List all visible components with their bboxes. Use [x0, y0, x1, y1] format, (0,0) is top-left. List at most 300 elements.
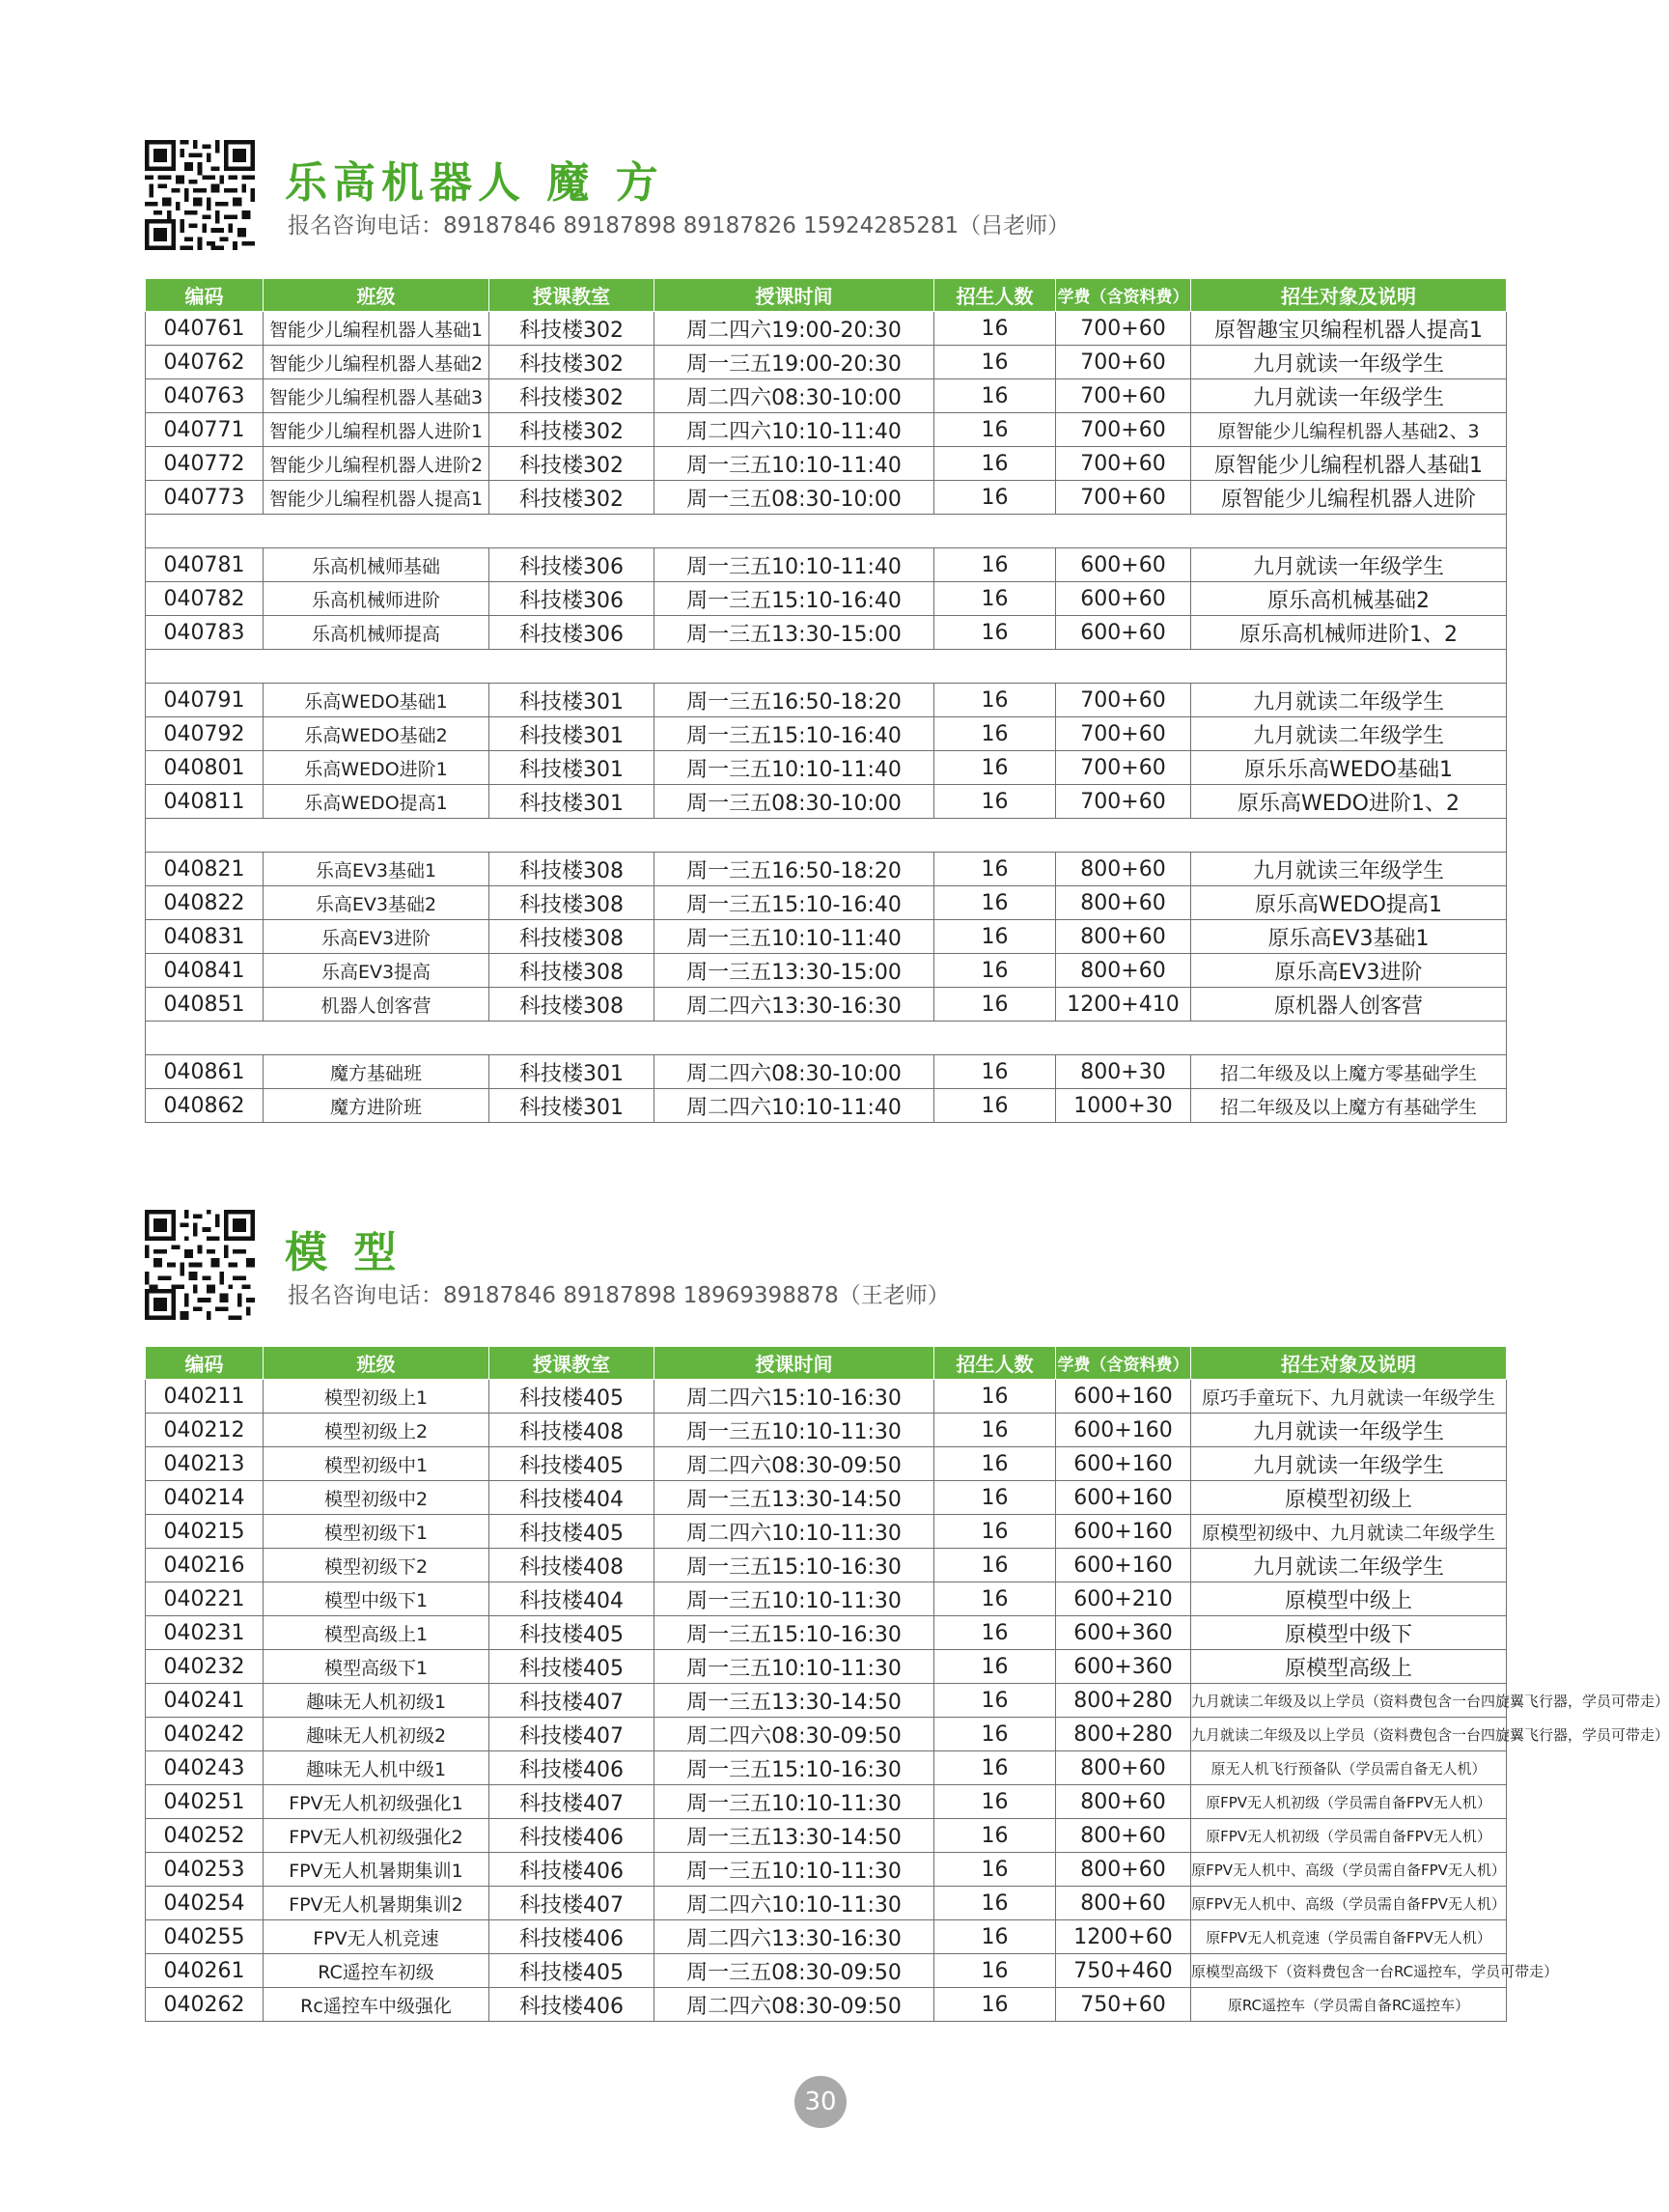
cell-fee: 800+280: [1056, 1684, 1191, 1718]
spacer-cell: [146, 650, 264, 684]
cell-class: 模型高级上1: [264, 1616, 489, 1650]
cell-class: 模型初级下1: [264, 1515, 489, 1549]
cell-time: 周一三五16:50-18:20: [654, 853, 934, 886]
cell-room: 科技楼407: [489, 1785, 654, 1819]
spacer-row: [146, 515, 1507, 548]
course-table-lego: [145, 278, 1507, 1123]
cell-time: 周一三五10:10-11:30: [654, 1582, 934, 1616]
cell-target: 九月就读二年级及以上学员（资料费包含一台四旋翼飞行器，学员可带走）: [1191, 1684, 1507, 1718]
cell-quota: 16: [934, 1751, 1056, 1785]
cell-class: Rc遥控车中级强化: [264, 1988, 489, 2022]
cell-time: 周一三五10:10-11:40: [654, 920, 934, 954]
cell-room: 科技楼408: [489, 1414, 654, 1447]
spacer-cell: [489, 1022, 654, 1055]
cell-target: 原RC遥控车（学员需自备RC遥控车）: [1191, 1988, 1507, 2022]
cell-fee: 1200+410: [1056, 988, 1191, 1022]
table-row: [146, 1718, 1507, 1751]
cell-room: 科技楼301: [489, 1055, 654, 1089]
col-class-header: 班级: [264, 1347, 489, 1380]
cell-fee: 600+160: [1056, 1380, 1191, 1414]
cell-quota: 16: [934, 1481, 1056, 1515]
cell-code: 040841: [146, 954, 264, 988]
cell-code: 040211: [146, 1380, 264, 1414]
cell-target: 原FPV无人机中、高级（学员需自备FPV无人机）: [1191, 1853, 1507, 1887]
cell-fee: 800+60: [1056, 1853, 1191, 1887]
cell-code: 040253: [146, 1853, 264, 1887]
cell-quota: 16: [934, 1582, 1056, 1616]
cell-room: 科技楼301: [489, 717, 654, 751]
section-phone: 报名咨询电话：89187846 89187898 89187826 15924285281（吕老师）: [288, 213, 1071, 238]
cell-class: 智能少儿编程机器人基础3: [264, 379, 489, 413]
col-fee-header: 学费（含资料费）: [1056, 279, 1191, 312]
spacer-cell: [264, 515, 489, 548]
cell-class: 乐高机械师基础: [264, 548, 489, 582]
cell-quota: 16: [934, 1447, 1056, 1481]
cell-class: FPV无人机暑期集训1: [264, 1853, 489, 1887]
cell-class: 智能少儿编程机器人基础2: [264, 346, 489, 379]
cell-room: 科技楼407: [489, 1887, 654, 1920]
cell-code: 040773: [146, 481, 264, 515]
spacer-cell: [489, 819, 654, 853]
cell-code: 040762: [146, 346, 264, 379]
cell-time: 周一三五10:10-11:40: [654, 751, 934, 785]
cell-target: 原乐高WEDO进阶1、2: [1191, 785, 1507, 819]
table-row: [146, 1055, 1507, 1089]
cell-code: 040801: [146, 751, 264, 785]
cell-room: 科技楼405: [489, 1447, 654, 1481]
table-row: [146, 1414, 1507, 1447]
cell-code: 040861: [146, 1055, 264, 1089]
cell-target: 九月就读一年级学生: [1191, 1447, 1507, 1481]
table-row: [146, 1616, 1507, 1650]
cell-time: 周二四六10:10-11:30: [654, 1887, 934, 1920]
cell-room: 科技楼405: [489, 1954, 654, 1988]
table-row: [146, 1887, 1507, 1920]
cell-code: 040241: [146, 1684, 264, 1718]
cell-code: 040212: [146, 1414, 264, 1447]
cell-quota: 16: [934, 988, 1056, 1022]
cell-time: 周二四六08:30-09:50: [654, 1718, 934, 1751]
cell-quota: 16: [934, 346, 1056, 379]
spacer-cell: [934, 1022, 1056, 1055]
cell-time: 周一三五15:10-16:30: [654, 1616, 934, 1650]
cell-class: 智能少儿编程机器人提高1: [264, 481, 489, 515]
cell-code: 040771: [146, 413, 264, 447]
cell-fee: 700+60: [1056, 413, 1191, 447]
col-fee-header: 学费（含资料费）: [1056, 1347, 1191, 1380]
cell-target: 招二年级及以上魔方有基础学生: [1191, 1089, 1507, 1123]
cell-class: 乐高EV3基础2: [264, 886, 489, 920]
cell-code: 040215: [146, 1515, 264, 1549]
spacer-cell: [1056, 515, 1191, 548]
table-row: [146, 379, 1507, 413]
cell-time: 周一三五10:10-11:30: [654, 1650, 934, 1684]
cell-target: 原FPV无人机初级（学员需自备FPV无人机）: [1191, 1785, 1507, 1819]
table-row: [146, 886, 1507, 920]
col-time-header: 授课时间: [654, 279, 934, 312]
cell-quota: 16: [934, 413, 1056, 447]
spacer-cell: [934, 515, 1056, 548]
cell-code: 040772: [146, 447, 264, 481]
table-row: [146, 751, 1507, 785]
table-row: [146, 616, 1507, 650]
cell-fee: 600+160: [1056, 1447, 1191, 1481]
cell-class: 乐高WEDO基础2: [264, 717, 489, 751]
cell-target: 原无人机飞行预备队（学员需自备无人机）: [1191, 1751, 1507, 1785]
cell-quota: 16: [934, 785, 1056, 819]
cell-time: 周一三五13:30-15:00: [654, 616, 934, 650]
spacer-cell: [934, 819, 1056, 853]
cell-time: 周二四六10:10-11:40: [654, 413, 934, 447]
cell-time: 周二四六13:30-16:30: [654, 988, 934, 1022]
cell-fee: 700+60: [1056, 447, 1191, 481]
cell-fee: 1200+60: [1056, 1920, 1191, 1954]
cell-fee: 800+60: [1056, 954, 1191, 988]
spacer-cell: [146, 1022, 264, 1055]
cell-target: 原乐高机械师进阶1、2: [1191, 616, 1507, 650]
cell-room: 科技楼405: [489, 1515, 654, 1549]
cell-class: FPV无人机暑期集训2: [264, 1887, 489, 1920]
cell-target: 招二年级及以上魔方零基础学生: [1191, 1055, 1507, 1089]
cell-fee: 750+60: [1056, 1988, 1191, 2022]
section-title: 模 型: [285, 1228, 403, 1277]
cell-code: 040232: [146, 1650, 264, 1684]
cell-fee: 600+160: [1056, 1515, 1191, 1549]
cell-quota: 16: [934, 1089, 1056, 1123]
cell-time: 周二四六08:30-09:50: [654, 1988, 934, 2022]
cell-time: 周一三五10:10-11:40: [654, 447, 934, 481]
cell-fee: 1000+30: [1056, 1089, 1191, 1123]
cell-target: 九月就读二年级学生: [1191, 717, 1507, 751]
cell-time: 周一三五13:30-14:50: [654, 1481, 934, 1515]
cell-room: 科技楼308: [489, 920, 654, 954]
table-row: [146, 1988, 1507, 2022]
spacer-cell: [264, 650, 489, 684]
cell-fee: 600+160: [1056, 1414, 1191, 1447]
cell-fee: 600+160: [1056, 1481, 1191, 1515]
cell-quota: 16: [934, 1954, 1056, 1988]
table-row: [146, 1751, 1507, 1785]
cell-room: 科技楼405: [489, 1380, 654, 1414]
cell-room: 科技楼308: [489, 853, 654, 886]
spacer-cell: [934, 650, 1056, 684]
cell-target: 原乐高机械基础2: [1191, 582, 1507, 616]
cell-target: 九月就读一年级学生: [1191, 379, 1507, 413]
cell-class: 乐高EV3基础1: [264, 853, 489, 886]
cell-class: 模型初级上1: [264, 1380, 489, 1414]
col-target-header: 招生对象及说明: [1191, 1347, 1507, 1380]
table-row: [146, 1785, 1507, 1819]
cell-room: 科技楼406: [489, 1853, 654, 1887]
spacer-cell: [264, 1022, 489, 1055]
cell-code: 040791: [146, 684, 264, 717]
cell-time: 周一三五10:10-11:30: [654, 1853, 934, 1887]
table-row: [146, 988, 1507, 1022]
cell-fee: 800+60: [1056, 920, 1191, 954]
table-header-row: [146, 1347, 1507, 1380]
cell-quota: 16: [934, 582, 1056, 616]
cell-quota: 16: [934, 1549, 1056, 1582]
cell-fee: 700+60: [1056, 346, 1191, 379]
cell-target: 原模型高级下（资料费包含一台RC遥控车，学员可带走）: [1191, 1954, 1507, 1988]
cell-target: 原乐高WEDO提高1: [1191, 886, 1507, 920]
table-row: [146, 920, 1507, 954]
table-row: [146, 1853, 1507, 1887]
cell-fee: 600+60: [1056, 582, 1191, 616]
cell-fee: 700+60: [1056, 312, 1191, 346]
page-number: 30: [794, 2076, 847, 2128]
spacer-row: [146, 1022, 1507, 1055]
cell-class: 智能少儿编程机器人基础1: [264, 312, 489, 346]
cell-code: 040781: [146, 548, 264, 582]
cell-room: 科技楼406: [489, 1751, 654, 1785]
cell-target: 原模型中级上: [1191, 1582, 1507, 1616]
cell-time: 周一三五10:10-11:30: [654, 1414, 934, 1447]
cell-fee: 700+60: [1056, 785, 1191, 819]
cell-quota: 16: [934, 1920, 1056, 1954]
cell-room: 科技楼308: [489, 954, 654, 988]
section-title: 乐高机器人 魔 方: [285, 158, 664, 208]
spacer-cell: [654, 515, 934, 548]
cell-time: 周二四六13:30-16:30: [654, 1920, 934, 1954]
cell-class: 趣味无人机中级1: [264, 1751, 489, 1785]
qr-code-icon: [145, 1210, 255, 1320]
table-row: [146, 1515, 1507, 1549]
cell-class: 模型中级下1: [264, 1582, 489, 1616]
cell-class: FPV无人机初级强化2: [264, 1819, 489, 1853]
spacer-cell: [654, 819, 934, 853]
cell-target: 原模型中级下: [1191, 1616, 1507, 1650]
spacer-row: [146, 650, 1507, 684]
spacer-row: [146, 819, 1507, 853]
spacer-cell: [654, 650, 934, 684]
cell-target: 原模型初级中、九月就读二年级学生: [1191, 1515, 1507, 1549]
cell-fee: 800+280: [1056, 1718, 1191, 1751]
cell-class: 乐高WEDO提高1: [264, 785, 489, 819]
cell-time: 周一三五15:10-16:40: [654, 717, 934, 751]
cell-quota: 16: [934, 1684, 1056, 1718]
cell-target: 原机器人创客营: [1191, 988, 1507, 1022]
cell-time: 周一三五13:30-15:00: [654, 954, 934, 988]
cell-target: 原智能少儿编程机器人基础1: [1191, 447, 1507, 481]
cell-code: 040783: [146, 616, 264, 650]
cell-room: 科技楼302: [489, 413, 654, 447]
cell-class: 机器人创客营: [264, 988, 489, 1022]
col-quota-header: 招生人数: [934, 1347, 1056, 1380]
table-row: [146, 853, 1507, 886]
table-row: [146, 1089, 1507, 1123]
cell-class: 乐高机械师提高: [264, 616, 489, 650]
cell-class: FPV无人机初级强化1: [264, 1785, 489, 1819]
cell-class: 模型初级上2: [264, 1414, 489, 1447]
cell-time: 周一三五15:10-16:40: [654, 582, 934, 616]
table-row: [146, 1920, 1507, 1954]
cell-class: RC遥控车初级: [264, 1954, 489, 1988]
cell-code: 040221: [146, 1582, 264, 1616]
cell-code: 040252: [146, 1819, 264, 1853]
cell-time: 周一三五08:30-10:00: [654, 481, 934, 515]
table-row: [146, 1447, 1507, 1481]
cell-target: 原智趣宝贝编程机器人提高1: [1191, 312, 1507, 346]
table-row: [146, 717, 1507, 751]
cell-room: 科技楼406: [489, 1819, 654, 1853]
cell-quota: 16: [934, 1616, 1056, 1650]
cell-class: 智能少儿编程机器人进阶2: [264, 447, 489, 481]
cell-code: 040243: [146, 1751, 264, 1785]
table-row: [146, 582, 1507, 616]
cell-quota: 16: [934, 616, 1056, 650]
cell-time: 周一三五08:30-10:00: [654, 785, 934, 819]
section-header-model: [145, 1210, 1506, 1326]
cell-target: 九月就读一年级学生: [1191, 346, 1507, 379]
course-table-model: [145, 1346, 1669, 2022]
cell-fee: 800+60: [1056, 853, 1191, 886]
cell-target: 原FPV无人机中、高级（学员需自备FPV无人机）: [1191, 1887, 1507, 1920]
cell-fee: 800+60: [1056, 886, 1191, 920]
table-row: [146, 312, 1507, 346]
cell-quota: 16: [934, 447, 1056, 481]
cell-room: 科技楼407: [489, 1718, 654, 1751]
cell-room: 科技楼302: [489, 312, 654, 346]
cell-target: 原乐乐高WEDO基础1: [1191, 751, 1507, 785]
cell-room: 科技楼407: [489, 1684, 654, 1718]
col-room-header: 授课教室: [489, 1347, 654, 1380]
cell-quota: 16: [934, 379, 1056, 413]
cell-target: 原巧手童玩下、九月就读一年级学生: [1191, 1380, 1507, 1414]
cell-fee: 600+210: [1056, 1582, 1191, 1616]
spacer-cell: [1191, 819, 1507, 853]
cell-quota: 16: [934, 920, 1056, 954]
cell-time: 周一三五10:10-11:40: [654, 548, 934, 582]
cell-fee: 800+60: [1056, 1887, 1191, 1920]
cell-class: 乐高EV3提高: [264, 954, 489, 988]
cell-time: 周一三五15:10-16:30: [654, 1549, 934, 1582]
cell-code: 040792: [146, 717, 264, 751]
cell-room: 科技楼302: [489, 346, 654, 379]
cell-fee: 700+60: [1056, 481, 1191, 515]
cell-target: 原乐高EV3基础1: [1191, 920, 1507, 954]
cell-class: 乐高EV3进阶: [264, 920, 489, 954]
cell-code: 040261: [146, 1954, 264, 1988]
cell-fee: 800+60: [1056, 1785, 1191, 1819]
cell-fee: 800+30: [1056, 1055, 1191, 1089]
cell-code: 040862: [146, 1089, 264, 1123]
cell-class: FPV无人机竞速: [264, 1920, 489, 1954]
cell-time: 周一三五13:30-14:50: [654, 1684, 934, 1718]
cell-code: 040216: [146, 1549, 264, 1582]
table-row: [146, 548, 1507, 582]
cell-time: 周二四六10:10-11:30: [654, 1515, 934, 1549]
cell-room: 科技楼301: [489, 751, 654, 785]
cell-class: 趣味无人机初级1: [264, 1684, 489, 1718]
cell-quota: 16: [934, 1718, 1056, 1751]
col-target-header: 招生对象及说明: [1191, 279, 1507, 312]
cell-target: 九月就读二年级学生: [1191, 684, 1507, 717]
table-row: [146, 413, 1507, 447]
cell-quota: 16: [934, 751, 1056, 785]
cell-room: 科技楼306: [489, 548, 654, 582]
cell-room: 科技楼404: [489, 1582, 654, 1616]
col-quota-header: 招生人数: [934, 279, 1056, 312]
table-row: [146, 481, 1507, 515]
cell-quota: 16: [934, 853, 1056, 886]
cell-quota: 16: [934, 548, 1056, 582]
cell-quota: 16: [934, 954, 1056, 988]
cell-quota: 16: [934, 1819, 1056, 1853]
table-row: [146, 1819, 1507, 1853]
cell-class: 智能少儿编程机器人进阶1: [264, 413, 489, 447]
cell-code: 040831: [146, 920, 264, 954]
table-row: [146, 1549, 1507, 1582]
section-header-lego: [145, 140, 1506, 256]
cell-code: 040251: [146, 1785, 264, 1819]
table-row: [146, 1954, 1507, 1988]
cell-fee: 700+60: [1056, 717, 1191, 751]
table-row: [146, 684, 1507, 717]
cell-code: 040214: [146, 1481, 264, 1515]
spacer-cell: [1056, 650, 1191, 684]
cell-time: 周一三五15:10-16:30: [654, 1751, 934, 1785]
spacer-cell: [489, 515, 654, 548]
spacer-cell: [1191, 1022, 1507, 1055]
cell-target: 九月就读二年级学生: [1191, 1549, 1507, 1582]
qr-code-icon: [145, 140, 255, 250]
table-row: [146, 447, 1507, 481]
cell-fee: 600+360: [1056, 1616, 1191, 1650]
cell-quota: 16: [934, 1785, 1056, 1819]
cell-room: 科技楼302: [489, 379, 654, 413]
cell-time: 周一三五08:30-09:50: [654, 1954, 934, 1988]
cell-class: 趣味无人机初级2: [264, 1718, 489, 1751]
col-room-header: 授课教室: [489, 279, 654, 312]
cell-target: 原模型初级上: [1191, 1481, 1507, 1515]
cell-time: 周二四六08:30-10:00: [654, 1055, 934, 1089]
cell-room: 科技楼301: [489, 785, 654, 819]
cell-quota: 16: [934, 886, 1056, 920]
cell-room: 科技楼306: [489, 616, 654, 650]
cell-class: 模型初级下2: [264, 1549, 489, 1582]
table-row: [146, 346, 1507, 379]
cell-target: 九月就读一年级学生: [1191, 548, 1507, 582]
cell-time: 周二四六10:10-11:40: [654, 1089, 934, 1123]
cell-target: 原FPV无人机初级（学员需自备FPV无人机）: [1191, 1819, 1507, 1853]
cell-code: 040262: [146, 1988, 264, 2022]
cell-room: 科技楼408: [489, 1549, 654, 1582]
cell-quota: 16: [934, 1515, 1056, 1549]
cell-quota: 16: [934, 1650, 1056, 1684]
cell-class: 模型高级下1: [264, 1650, 489, 1684]
col-code-header: 编码: [146, 1347, 264, 1380]
cell-code: 040821: [146, 853, 264, 886]
cell-class: 乐高WEDO基础1: [264, 684, 489, 717]
spacer-cell: [1056, 1022, 1191, 1055]
cell-fee: 600+60: [1056, 616, 1191, 650]
cell-room: 科技楼302: [489, 447, 654, 481]
table-row: [146, 1684, 1507, 1718]
cell-time: 周一三五13:30-14:50: [654, 1819, 934, 1853]
cell-fee: 600+360: [1056, 1650, 1191, 1684]
cell-time: 周一三五10:10-11:30: [654, 1785, 934, 1819]
cell-target: 九月就读二年级及以上学员（资料费包含一台四旋翼飞行器，学员可带走）: [1191, 1718, 1507, 1751]
cell-code: 040782: [146, 582, 264, 616]
table-row: [146, 1481, 1507, 1515]
table-row: [146, 1380, 1507, 1414]
cell-class: 乐高机械师进阶: [264, 582, 489, 616]
cell-target: 九月就读三年级学生: [1191, 853, 1507, 886]
spacer-cell: [1191, 650, 1507, 684]
spacer-cell: [1191, 515, 1507, 548]
cell-class: 魔方进阶班: [264, 1089, 489, 1123]
